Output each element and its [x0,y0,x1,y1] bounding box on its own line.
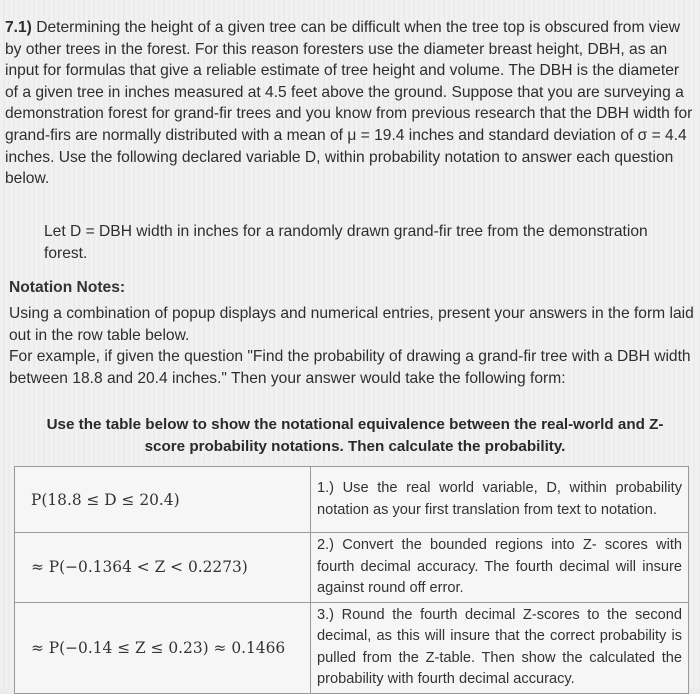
math-expression: P(18.8 ≤ D ≤ 20.4) [15,467,311,533]
step-description: 3.) Round the fourth decimal Z-scores to the second decimal, as this will insure that the correct probability is pulled from the Z-table. Then show the calculated the probability with fourth decimal accuracy. [311,602,689,693]
notation-notes-heading: Notation Notes: [9,279,126,296]
notes-paragraph-2: For example, if given the question "Find the probability of drawing a grand-fir tree with a DBH width between 18.8 and 20.4 inches." Then your answer would take the following form: [9,348,691,387]
math-expression: ≈ P(−0.14 ≤ Z ≤ 0.23) ≈ 0.1466 [15,602,311,693]
notation-notes [9,303,694,389]
step-description: 1.) Use the real world variable, D, within probability notation as your first translation from text to notation. [311,467,689,533]
step-description: 2.) Convert the bounded regions into Z- scores with fourth decimal accuracy. The fourth decimal will insure against round off error. [311,533,689,603]
notation-table [14,466,689,694]
table-row [15,602,689,693]
question-number: 7.1) [5,19,32,36]
notes-paragraph-1: Using a combination of popup displays and numerical entries, present your answers in the form laid out in the row table below. [9,305,694,344]
question-body: Determining the height of a given tree can be difficult when the tree top is obscured from view by other trees in the forest. For this reason foresters use the diameter breast height, DBH, as an input for formulas that give a reliable estimate of tree height and volume. The DBH is the diameter of a given tree in inches measured at 4.5 feet above the ground. Suppose that you are surveying a demonstration forest for grand-fir trees and you know from previous research that the DBH width for grand-firs are normally distributed with a mean of μ = 19.4 inches and standard deviation of σ = 4.4 inches. Use the following declared variable D, within probability notation to answer each question below. [5,19,693,188]
question-text [5,17,693,190]
table-instruction: Use the table below to show the notational equivalence between the real-world and Z-score probability notations. Then calculate the probability. [46,416,664,455]
variable-declaration: Let D = DBH width in inches for a randomly drawn grand-fir tree from the demonstration forest. [44,223,648,262]
math-expression: ≈ P(−0.1364 < Z < 0.2273) [15,533,311,603]
table-row [15,467,689,533]
table-row [15,533,689,603]
